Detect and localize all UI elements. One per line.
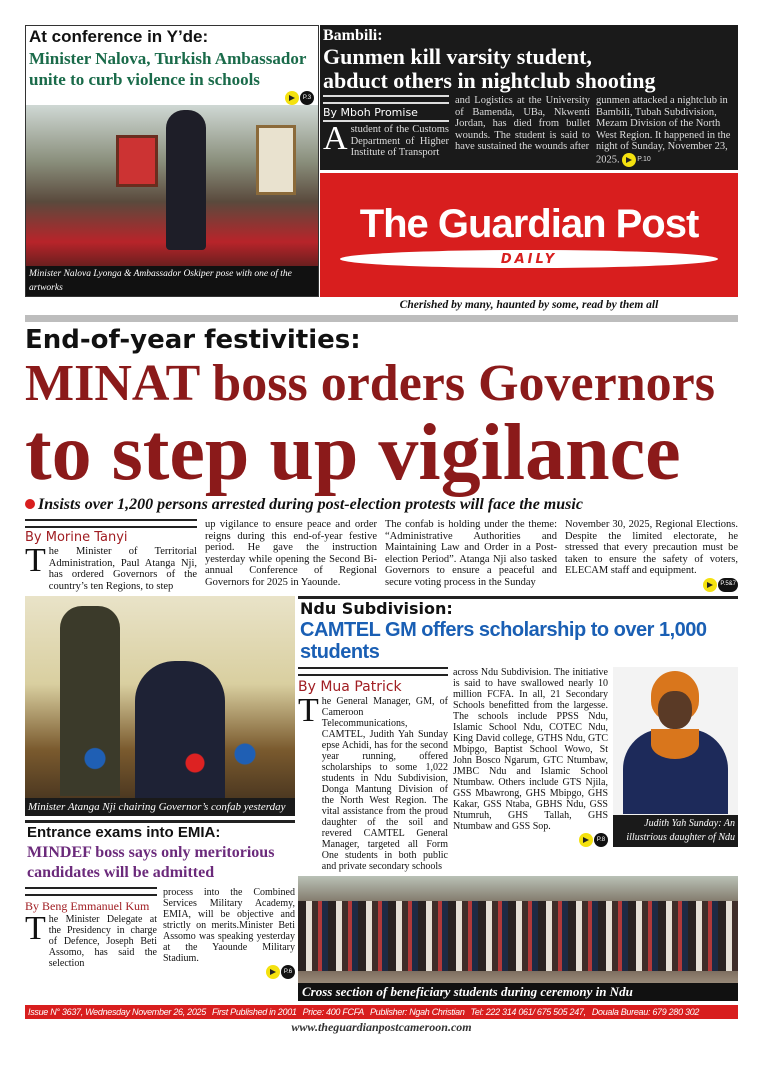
article-text: and Logistics at the University of Bamenda, UBa, Nkwenti Jordan, has died from bullet wounds. The student is said to have sustained the wounds after: [455, 95, 590, 152]
page-number: P.5&7: [718, 578, 738, 592]
article-text: across Ndu Subdivision. The initiative is said to have swallowed nearly 10 million FCFA. In all, 21 Secondary Schools benefitted from the largesse. The schools include PPSS Ndu, Islamic School Ndu, COTEC Ndu, King David college, GTHS Ndu, GTC Mbipgo, Baptist School Wowo, St John Bosco Ngarum, GTC Ntumbaw, JMBC Ndu and Islamic School Ntumbaw. Others include GTS Njila, GSS Mbawrong, GHS Mbipgo, GHS Kakar, GSS Ntaba, GBHS Ndu, GSS Ntumruh, GHS Tallah, GHS Ntumbaw and GSS Sop.: [453, 667, 608, 832]
byline: By Mua Patrick: [298, 679, 402, 695]
students-photo: [298, 876, 738, 1001]
price: Price: 400 FCFA: [302, 1007, 364, 1017]
lead-headline-1: MINAT boss orders Governors: [25, 355, 715, 412]
masthead-title: The Guardian Post: [359, 201, 699, 246]
page-ref[interactable]: [579, 833, 608, 847]
arrow-icon: [622, 153, 636, 167]
page-number: P.10: [637, 155, 651, 163]
arrow-icon: [285, 91, 299, 105]
judith-portrait: [613, 667, 738, 847]
story-kicker: Ndu Subdivision:: [300, 599, 453, 618]
story-kicker: Entrance exams into EMIA:: [27, 824, 221, 841]
caption-line: illustrious daughter of Ndu: [626, 832, 735, 843]
drop-cap: T: [25, 542, 46, 579]
rule: [323, 95, 449, 104]
article-text: he Minister of Territorial Administration, Paul Atanga Nji, has ordered Governors of the country’s ten Regions, to step: [48, 546, 197, 592]
article-text: process into the Combined Services Military Academy, EMIA, will be objective and strictly on merits.Minister Beti Assomo was speaking yesterday at the Yaounde Military Stadium.: [163, 887, 295, 964]
masthead-tagline: Cherished by many, haunted by some, read by them all: [399, 299, 659, 311]
portrait-caption: [613, 815, 738, 847]
emia-story: [25, 820, 295, 979]
headline-line: unite to curb violence in schools: [29, 70, 260, 89]
lead-story: [25, 324, 738, 592]
page-ref[interactable]: [285, 91, 314, 105]
drop-cap: T: [25, 910, 46, 947]
divider: [25, 315, 738, 322]
story-headline: CAMTEL GM offers scholarship to over 1,000 students: [300, 619, 707, 663]
photo-caption: Minister Atanga Nji chairing Governor’s confab yesterday: [25, 798, 295, 816]
person: [166, 110, 206, 250]
bullet-icon: [25, 499, 35, 509]
artwork: [256, 125, 296, 195]
headline-line: MINDEF boss says only meritorious: [27, 844, 275, 861]
left-column: [25, 596, 295, 1001]
drop-cap: A: [323, 120, 348, 157]
front-page: [25, 25, 738, 1035]
camtel-story: [298, 596, 738, 872]
top-row: [25, 25, 738, 297]
page-number: P.8: [594, 833, 608, 847]
telephone: Tel: 222 314 061/ 675 505 247,: [470, 1007, 586, 1017]
rule: [298, 667, 448, 676]
bottom-row: [25, 596, 738, 1001]
article-text: up vigilance to ensure peace and order reigns during this end-of-year festive period. He gave the instruction yesterday while opening the Second Bi-annual Conference of Regional Governors for 2025 in Yaounde.: [205, 519, 377, 588]
headline-line: candidates will be admitted: [27, 864, 215, 881]
atanga-nji-photo: [25, 596, 295, 816]
nalova-photo: [26, 105, 318, 266]
story-headline: [323, 45, 735, 93]
subhead-text: Insists over 1,200 persons arrested during post-election protests will face the music: [38, 496, 583, 513]
story-headline: [25, 843, 295, 883]
headline-line: Gunmen kill varsity student,: [323, 44, 592, 69]
caption-line: Judith Yah Sunday: An: [644, 818, 735, 829]
story-kicker: Bambili:: [323, 27, 383, 44]
article-text: he Minister Delegate at the Presidency in charge of Defence, Joseph Beti Assomo, has said the selection: [48, 914, 157, 969]
face: [658, 691, 692, 729]
first-published: First Published in 2001: [211, 1007, 297, 1017]
article-text: he General Manager, GM, of Cameroon Telecommunications, CAMTEL, Judith Yah Sunday epse Achidi, has for the second year running, offered scholarships to some 1,022 students in Ndu Subdivision, Donga Mantung Division of the North West Region. The vital assistance from the proud daughter of the soil and revered CAMTEL General Manager, targeted all Form One students in both public and private secondary schools: [321, 696, 448, 872]
headline-line: abduct others in nightclub shooting: [323, 68, 656, 93]
page-ref[interactable]: [703, 578, 738, 592]
byline: By Morine Tanyi: [25, 530, 128, 545]
top-right-column: [320, 25, 738, 297]
page-number: P.6: [281, 965, 295, 979]
douala-bureau: Douala Bureau: 679 280 302: [591, 1007, 700, 1017]
arrow-icon: [703, 578, 717, 592]
rule: [25, 519, 197, 528]
top-left-story: [25, 25, 319, 297]
photo-caption: Cross section of beneficiary students during ceremony in Ndu: [298, 983, 738, 1001]
article-text: The confab is holding under the theme: “Administrative Authorities and Maintaining Law and Order in a Post-election Period”. Atanga Nji also tasked Governors to ensure a peaceful and secure voting process in the Sunday: [385, 519, 557, 588]
article-text: gunmen attacked a nightclub in Bambili, Tubah Subdivision, Mezam Division of the North West Region. It happened in the night of Sunday, November 23, 2025.: [596, 95, 731, 165]
rule: [25, 887, 157, 896]
headline-line: Minister Nalova, Turkish Ambassador: [29, 49, 307, 68]
top-right-story: [320, 25, 738, 170]
crowd: [298, 901, 738, 971]
right-column: [298, 596, 738, 1001]
artwork: [116, 135, 158, 187]
page-ref[interactable]: [266, 965, 295, 979]
byline: By Beng Emmanuel Kum: [25, 899, 150, 913]
necklace: [651, 729, 699, 759]
website-link[interactable]: www.theguardianpostcameroon.com: [291, 1020, 472, 1034]
arrow-icon: [579, 833, 593, 847]
microphones: [45, 736, 295, 781]
publisher: Publisher: Ngah Christian: [369, 1007, 465, 1017]
lead-kicker: End-of-year festivities:: [25, 325, 361, 355]
issue-info: Issue N° 3637, Wednesday November 26, 2025: [28, 1007, 206, 1017]
drop-cap: T: [298, 692, 319, 729]
arrow-icon: [266, 965, 280, 979]
footer-bar: [25, 1005, 738, 1019]
photo-caption: Minister Nalova Lyonga & Ambassador Oskiper pose with one of the artworks: [26, 266, 318, 296]
story-kicker: At conference in Y’de:: [29, 27, 209, 46]
edition-label: DAILY: [500, 251, 558, 267]
masthead: [320, 173, 738, 298]
byline: By Mboh Promise: [323, 106, 449, 122]
page-ref[interactable]: [622, 153, 651, 167]
lead-subhead: [25, 494, 738, 516]
page-number: P.3: [300, 91, 314, 105]
lead-headline-2: to step up vigilance: [25, 409, 681, 497]
edition-band: [340, 250, 718, 268]
story-headline: [26, 48, 318, 90]
article-text: November 30, 2025, Regional Elections. Despite the limited electorate, he stressed that every precaution must be taken to ensure the safety of voters, ELECAM staff and equipment.: [565, 519, 738, 576]
article-text: student of the Customs Department of Higher Institute of Transport: [350, 124, 449, 158]
